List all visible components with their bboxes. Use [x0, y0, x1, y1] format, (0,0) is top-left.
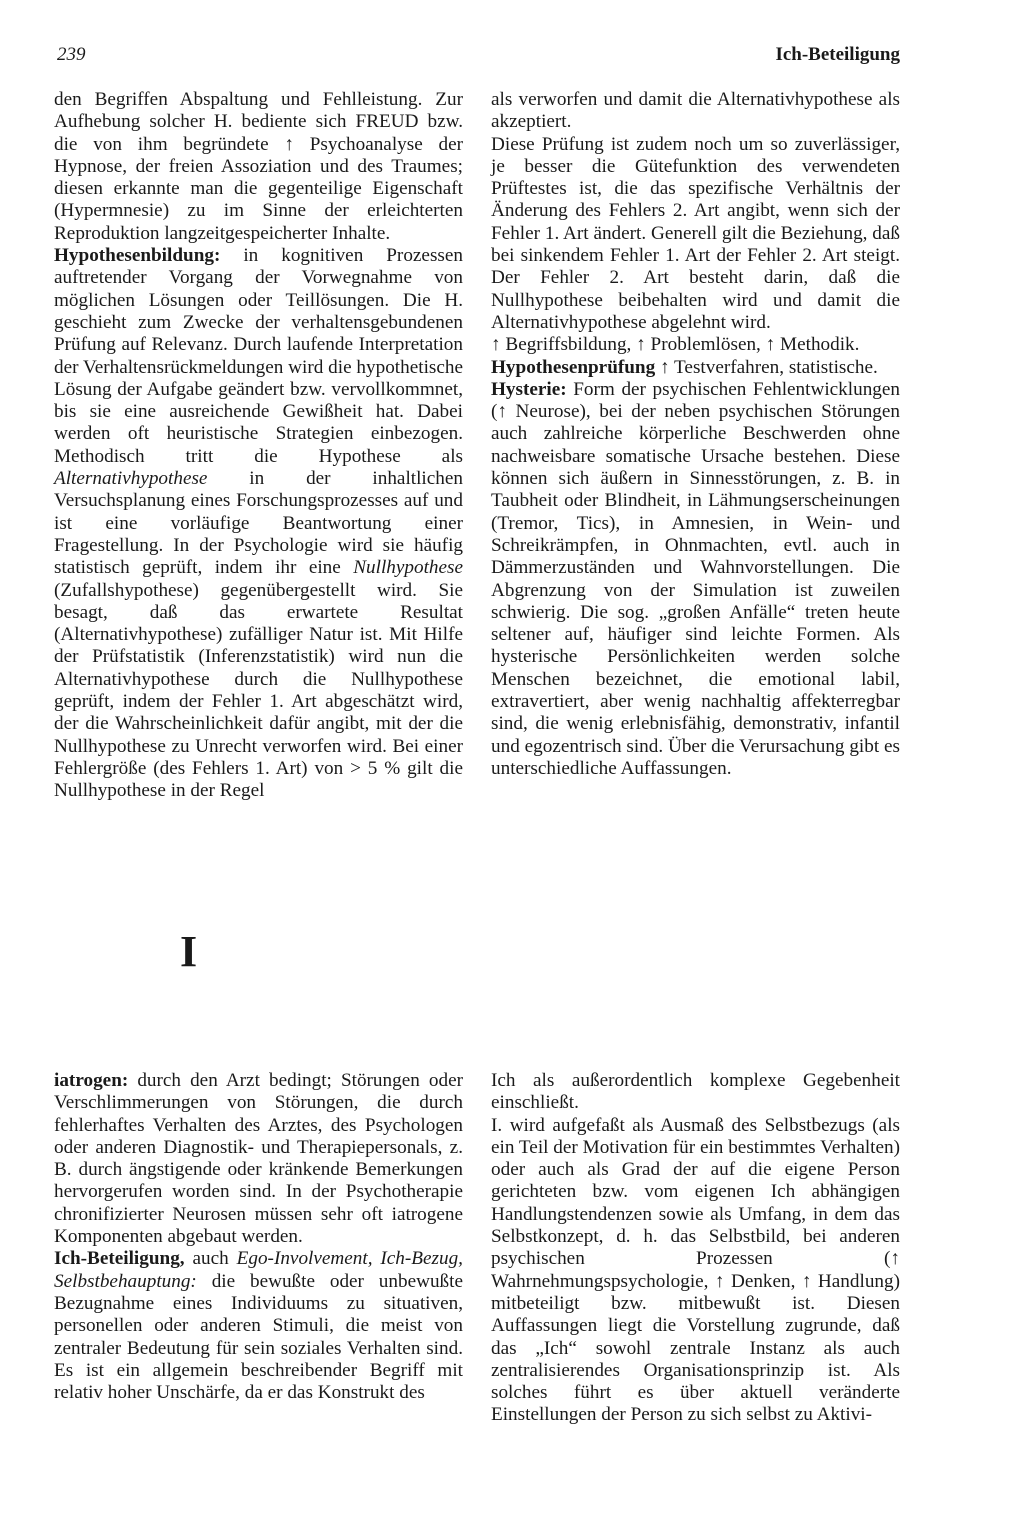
column-bottom-right [491, 1070, 900, 1427]
term-alternativhypothese: Alternativhypothese [54, 468, 208, 490]
entry-text: in der inhaltlichen Versuchsplanung eines Forschungsprozesses auf und ist eine vorläufige Beantwortung einer Fragestellung. In der Psychologie wird sie häufig statistisch geprüft, indem ihr eine [54, 468, 463, 579]
lemma-ich-beteiligung: Ich-Beteiligung, [54, 1248, 185, 1270]
lemma-hypothesenbildung: Hypothesenbildung: [54, 245, 221, 267]
entry-text: Form der psychischen Fehlentwicklungen (↑ Neurose), bei der neben psychischen Störungen auch zahlreiche körperliche Beschwerden ohne nachweisbare somatische Ursache bestehen. Diese können sich äußern in Sinnesstörungen, z. B. in Taubheit oder Blindheit, in Lähmungserscheinungen (Tremor, Tics), in Amnesien, in Wein- und Schreikrämpfen, in Ohnmachten, evtl. auch in Dämmerzuständen und Wahnvorstellungen. Die Abgrenzung von der Simulation ist zuweilen schwierig. Die sog. „großen Anfälle“ treten heute seltener auf, häufiger sind leichte Formen. Als hysterische Persönlichkeiten werden solche Menschen bezeichnet, die emotional labil, extravertiert, aber wenig nachhaltig affekterregbar sind, die wenig erlebnisfähig, demonstrativ, infantil und egozentrisch sind. Über die Verursachung gibt es unterschiedliche Auffassungen. [491, 378, 900, 779]
paragraph-continuation: Ich als außerordentlich komplexe Gegebenheit einschließt. [491, 1070, 900, 1114]
entry-hypothesenpruefung [491, 357, 900, 379]
paragraph-pruefung: Diese Prüfung ist zudem noch um so zuverlässiger, je besser die Gütefunktion des verwendeten Prüftestes ist, die das spezifische Verhältnis der Änderung des Fehlers 2. Art angibt, wenn sich der Fehler 1. Art ändert. Generell gilt die Beziehung, daß bei sinkendem Fehler 1. Art der Fehler 2. Art steigt. Der Fehler 2. Art besteht darin, daß die Nullhypothese beibehalten wird und damit die Alternativhypothese abgelehnt wird. [491, 133, 900, 333]
lemma-iatrogen: iatrogen: [54, 1070, 129, 1091]
paragraph-hypermnesie-continuation: den Begriffen Abspaltung und Fehlleistung. Zur Aufhebung solcher H. bediente sich FREUD bzw. die von ihm begründete ↑ Psychoanalyse der Hypnose, der freien Assoziation und des Traumes; diesen erkannte man die gegenteilige Eigenschaft (Hypermnesie) zu im Sinne der erleichterten Reproduktion langzeitgespeicherter Inhalte. [54, 89, 463, 244]
entry-text: durch den Arzt bedingt; Störungen oder Verschlimmerungen von Störungen, die durch fehlerhaftes Verhalten des Arztes, des Psychologen oder anderen Diagnostik- und Therapiepersonals, z. B. durch ängstigende oder kränkende Bemerkungen hervorgerufen worden sind. In der Psychotherapie chronifizierter Neurosen müssen sehr oft iatrogene Komponenten abgebaut werden. [54, 1070, 463, 1248]
column-bottom-left [54, 1070, 463, 1404]
paragraph-continuation: als verworfen und damit die Alternativhypothese als akzeptiert. [491, 89, 900, 133]
entry-ich-beteiligung [54, 1248, 463, 1404]
section-letter: I [180, 927, 198, 976]
entry-text: ↑ Testverfahren, statistische. [655, 356, 878, 378]
lemma-hysterie: Hysterie: [491, 378, 567, 400]
entry-hypothesenbildung [54, 245, 463, 802]
entry-text: in kognitiven Prozessen auftretender Vorgang der Vorwegnahme von möglichen Lösungen oder Teillösungen. Die H. geschieht zum Zwecke der verhaltensgebundenen Prüfung auf Relevanz. Durch laufende Interpretation der Verhaltensrückmeldungen wird die hypothetische Lösung der Aufgabe geändert bzw. vervollkommnet, bis sie eine ausreichende Gewißheit hat. Dabei werden oft heuristische Strategien einbezogen. Methodisch tritt die Hypothese als [54, 245, 463, 467]
term-nullhypothese: Nullhypothese [353, 557, 463, 579]
lemma-hypothesenpruefung: Hypothesenprüfung [491, 356, 656, 378]
page-number: 239 [57, 44, 86, 65]
entry-text: (Zufallshypothese) gegenübergestellt wird. Sie besagt, daß das erwartete Resultat (Alternativhypothese) zufälliger Natur ist. Mit Hilfe der Prüfstatistik (Inferenzstatistik) wird nun die Alternativhypothese durch die Nullhypothese geprüft, indem der Fehler 1. Art abgeschätzt wird, der die Wahrscheinlichkeit dafür angibt, mit der die Nullhypothese zu Unrecht verworfen wird. Bei einer Fehlergröße (des Fehlers 1. Art) von > 5 % gilt die Nullhypothese in der Regel [54, 579, 463, 802]
column-top-left [54, 89, 463, 803]
column-top-right [491, 89, 900, 780]
entry-iatrogen [54, 1070, 463, 1248]
entry-text: auch [184, 1248, 237, 1270]
synonym-terms: Ego-Involvement, Ich-Bezug, Selbstbehauptung: [54, 1248, 463, 1292]
running-head: Ich-Beteiligung [775, 44, 900, 65]
entry-text: die bewußte oder unbewußte Bezugnahme eines Individuums zu situativen, personellen oder anderen Stimuli, die meist von zentraler Bedeutung für sein soziales Verhalten sind. Es ist ein allgemein beschreibender Begriff mit relativ hoher Unschärfe, da er das Konstrukt des [54, 1270, 463, 1404]
paragraph-ich-beteiligung-detail: I. wird aufgefaßt als Ausmaß des Selbstbezugs (als ein Teil der Motivation für ein bestimmtes Verhalten) oder auch als Grad der auf die eigene Person gerichteten bzw. vom eigenen Ich abhängigen Handlungstendenzen sowie als Umfang, in dem das Selbstkonzept, d. h. das Selbstbild, bei anderen psychischen Prozessen (↑ Wahrnehmungspsychologie, ↑ Denken, ↑ Handlung) mitbeteiligt bzw. mitbewußt ist. Diesen Auffassungen liegt die Vorstellung zugrunde, daß das „Ich“ sowohl zentrale Instanz als auch zentralisierendes Organisationsprinzip ist. Als solches führt es über aktuell veränderte Einstellungen der Person zu sich selbst zu Aktivi- [491, 1114, 900, 1426]
entry-hysterie [491, 379, 900, 780]
cross-references: ↑ Begriffsbildung, ↑ Problemlösen, ↑ Methodik. [491, 334, 860, 356]
